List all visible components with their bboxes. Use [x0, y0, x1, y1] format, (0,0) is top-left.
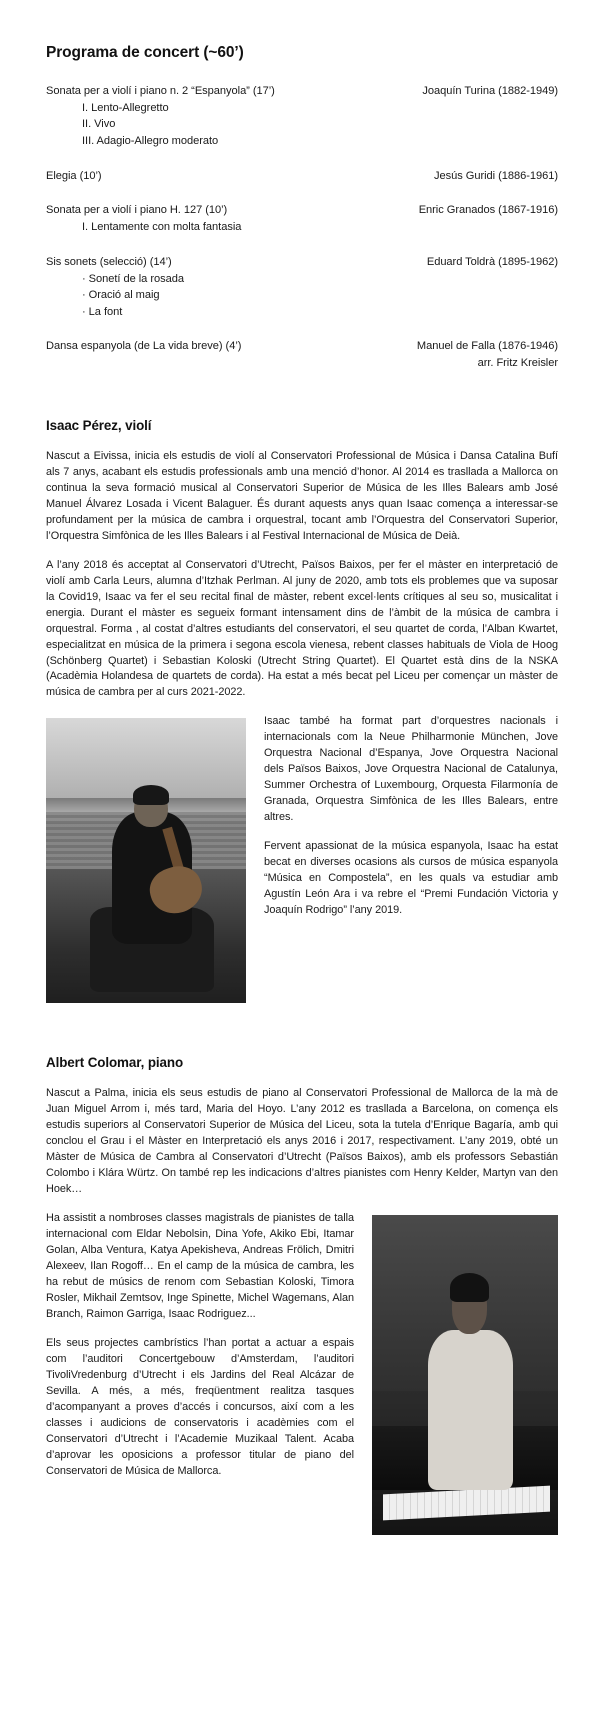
violinist-heading: Isaac Pérez, violí [46, 417, 152, 433]
photo-figure-torso [428, 1330, 514, 1490]
violinist-paragraph-4: Fervent apassionat de la música espanyola, Isaac ha estat becat en diverses ocasions als cursos de música espanyola “Música en Compostela”, en les quals va estudiar amb Agustín León Ara i va rebre el “Premi Fundación Victoria y Joaquín Rodrigo” l’any 2019. [264, 840, 558, 917]
program-movement: · Sonetí de la rosada [82, 272, 184, 285]
program-movement: · La font [82, 305, 123, 318]
program-movement: I. Lento-Allegretto [82, 101, 169, 114]
pianist-paragraph-1: Nascut a Palma, inicia els seus estudis de piano al Conservatori Professional de Mallorca de la mà de Juan Miguel Arrom i, més tard, Maria del Hoyo. L’any 2012 es trasllada a Barcelona, on comença els estudis superiors al Conservatori Superior de Música del Liceu, sota la tutela d’Enrique Bagaría, amb qui conclou el Grau i el Màster en Interpretació els anys 2016 i 2017, respectivament. L’any 2019, obté un Màster de Música de Cambra al Conservatori d’Utrecht (Països Baixos), amb els professors Sebastián Colombo i Klára Würtz. On també rep les indicacions d’altres pianistes com Henry Kelder, Martyn van den Hoek… [46, 1087, 558, 1196]
pianist-paragraph-3: Els seus projectes cambrístics l’han portat a actuar a espais com l’auditori Concertgebouw d’Amsterdam, l’auditori TivoliVredenburg d’Utrecht i els Jardins del Real Alcázar de Sevilla. A més, a més, freqüentment realitza tasques d’acompanyant a proves d’accés i concursos, així com a les classes i audicions de conservatoris i acadèmies com el Conservatori d’Utrecht i l’Academie Muzikaal Talent. Acaba d’aprovar les oposicions a professor titular de piano del Conservatori de Música de Mallorca. [46, 1336, 354, 1477]
program-work-title: Dansa espanyola (de La vida breve) (4’) [46, 340, 242, 353]
photo-figure-hair [450, 1273, 489, 1302]
violinist-paragraph-3: Isaac també ha format part d’orquestres nacionals i internacionals com la Neue Philharmonie München, Jove Orquestra Nacional d’Espanya, Jove Orquestra Nacional dels Països Baixos, Jove Orquestra Nacional de Catalunya, Summer Orchestra of Luxembourg, Orquesta Filarmonía de Granada, Orquestra Simfònica de les Illes Balears, entre altres. [264, 715, 558, 824]
program-entry-main [46, 255, 558, 271]
program-movement: · Oració al maig [82, 289, 160, 302]
program-entry-main [46, 339, 558, 355]
program-work-title: Sis sonets (selecció) (14’) [46, 255, 172, 268]
pianist-heading: Albert Colomar, piano [46, 1055, 184, 1071]
pianist-bio-section [46, 1055, 558, 1541]
program-entry [46, 339, 558, 371]
photo-figure-hair [133, 785, 169, 805]
pianist-paragraph-2: Ha assistit a nombroses classes magistrals de pianistes de talla internacional com Eldar Nebolsin, Dina Yofe, Akiko Ebi, Itamar Golan, Alba Ventura, Katya Apekisheva, Andreas Frölich, Dmitri Alexeev, Ilan Rogoff… En el camp de la música de cambra, les ha rebut de músics de renom com Sebastian Koloski, Timora Rosler, Mikhail Zemtsov, Inge Spinette, Michel Wagemans, Alan Branch, Raimon Garriga, Isaac Rodriguez... [46, 1212, 354, 1320]
program-composer: Jesús Guridi (1886-1961) [434, 169, 558, 182]
program-composer: Enric Granados (1867-1916) [418, 204, 558, 217]
program-entry [46, 203, 558, 235]
violinist-photo [46, 718, 246, 1003]
program-work-title: Sonata per a violí i piano H. 127 (10’) [46, 204, 228, 217]
page-title: Programa de concert (~60’) [46, 44, 244, 61]
program-entry-main [46, 169, 558, 185]
violinist-paragraph-1: Nascut a Eivissa, inicia els estudis de violí al Conservatori Professional de Música i Dansa Catalina Bufí als 7 anys, acabant els estudis professionals amb una menció d’honor. Al 2014 es trasllada a Mallorca on continua la seva formació musical al Conservatori Superior de Música de les Illes Balears amb José Manuel Álvarez Losada i Vicent Balaguer. És durant aquests anys quan Isaac comença a interessar-se profundament per la música de cambra i orquestral, tocant amb l’Orquestra del Conservatori Superior, l’Orquestra Simfònica de les Illes Balears i al Festival Internacional de Música de Deià. [46, 449, 558, 542]
pianist-photo [372, 1215, 558, 1535]
program-composer: Manuel de Falla (1876-1946) [416, 340, 558, 353]
violinist-bio-section [46, 418, 558, 1010]
program-work-title: Sonata per a violí i piano n. 2 “Espanyola” (17’) [46, 85, 275, 97]
program-composer: Eduard Toldrà (1895-1962) [426, 255, 558, 268]
program-movement: III. Adagio-Allegro moderato [82, 135, 219, 148]
photo-piano-keys [383, 1486, 550, 1520]
program-movement: I. Lentamente con molta fantasia [82, 221, 242, 234]
program-entry [46, 84, 558, 150]
program-section [46, 44, 558, 372]
violinist-paragraph-2: A l’any 2018 és acceptat al Conservatori d’Utrecht, Països Baixos, per fer el màster en interpretació de violí amb Carla Leurs, alumna d’Itzhak Perlman. Al juny de 2020, amb tots els problemes que va suposar la Covid19, Isaac va fer el seu recital final de màster, rebent excel·lents crítiques al seu so, musicalitat i energia. Durant el màster es segueix formant intensament dins de l’àmbit de la música de cambra i orquestral. Forma , al costat d’altres estudiants del conservatori, el seu quartet de corda, l’Alban Kwartet, especialitzat en música de la primera i segona escola vienesa, rebent classes habituals de Viola de Hoog (Schönberg Quartet) i Sebastian Koloski (Utrecht String Quartet). El Quartet està dins de la NSKA (Acadèmia Holandesa de quartets de corda). Ha estat a més becat pel Liceu per començar un màster de música de cambra per al curs 2021-2022. [46, 558, 558, 699]
program-arranger: arr. Fritz Kreisler [477, 357, 558, 370]
program-entry [46, 169, 558, 185]
program-movement: II. Vivo [82, 118, 116, 131]
program-entry-main [46, 84, 558, 100]
program-entry-main [46, 203, 558, 219]
program-work-title: Elegia (10’) [46, 169, 102, 182]
program-composer: Joaquín Turina (1882-1949) [422, 85, 558, 97]
program-entry [46, 255, 558, 321]
